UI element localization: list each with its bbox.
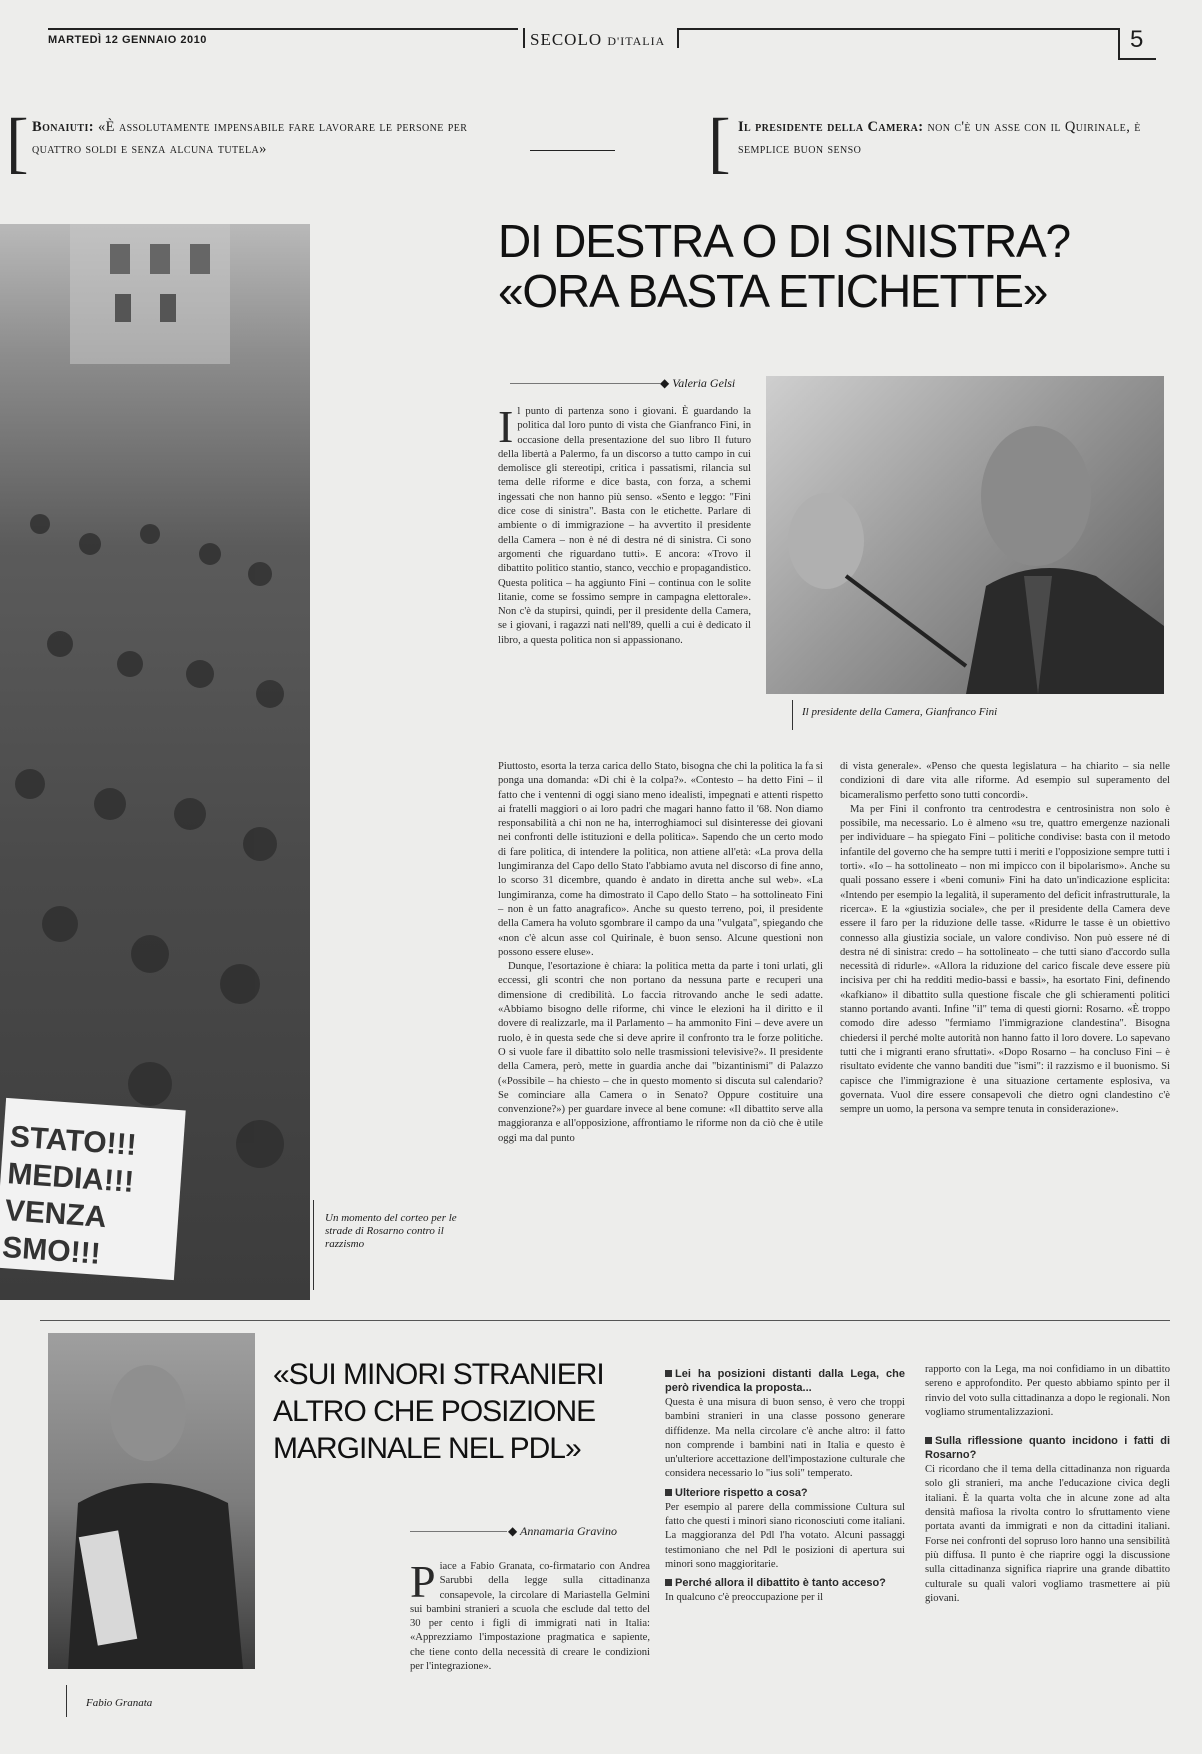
teaser-right-bracket: [ xyxy=(708,104,731,180)
main-headline-line-2: «ORA BASTA ETICHETTE» xyxy=(498,265,1048,317)
main-article-col2 xyxy=(840,760,1170,1117)
interview-headline: «SUI MINORI STRANIERI ALTRO CHE POSIZIONE MARGINALE NEL PDL» xyxy=(273,1358,604,1465)
teaser-left-text: «È assolutamente impensabile fare lavorare le persone per quattro soldi e senza alcuna tutela» xyxy=(32,119,468,157)
qa-question-2 xyxy=(665,1486,905,1500)
fini-photo xyxy=(766,376,1164,694)
crowd-banner xyxy=(1,1118,181,1277)
qa-question-4 xyxy=(925,1434,1170,1462)
main-article-col1-upper xyxy=(498,401,751,648)
byline-rule xyxy=(510,383,660,384)
interview-intro xyxy=(410,1556,650,1674)
main-article-col2-p1: di vista generale». «Penso che questa legislatura – ha chiarito – sia nelle condizioni di dare vita alle riforme. Ad esempio sul superamento del bicameralismo perfetto sono tutti concordi». xyxy=(840,761,1170,801)
qa-question-3-text: Perché allora il dibattito è tanto acceso? xyxy=(675,1577,886,1590)
teaser-right-name: Il presidente della Camera: xyxy=(738,119,924,135)
byline-diamond: ◆ xyxy=(660,376,673,390)
qa-question-3 xyxy=(665,1576,905,1590)
main-headline-line-1: DI DESTRA O DI SINISTRA? xyxy=(498,215,1070,267)
granata-caption-rule xyxy=(66,1685,67,1717)
qa-bullet-2 xyxy=(665,1489,672,1496)
crowd-banner-line-2: MEDIA!!! xyxy=(6,1157,135,1199)
fini-photo-caption-rule xyxy=(792,700,793,730)
granata-photo xyxy=(48,1333,255,1669)
crowd-banner-line-3: VENZA xyxy=(3,1194,108,1235)
qa-question-1 xyxy=(665,1367,905,1395)
teaser-left-bracket: [ xyxy=(6,104,29,180)
interview-byline-rule xyxy=(410,1531,507,1532)
interview-qa-col4 xyxy=(925,1363,1170,1606)
qa-bullet-4 xyxy=(925,1437,932,1444)
page-number: 5 xyxy=(1130,26,1144,53)
masthead-title xyxy=(530,30,665,50)
interview-byline-diamond: ◆ xyxy=(508,1524,521,1538)
main-article-col1-text: l punto di partenza sono i giovani. È guardando la politica dal loro punto di vista che Gianfranco Fini, in occasione della presentazione del suo libro Il futuro della libertà a Palermo, fa un discorso a tutto campo in cui demolisce gli stereotipi, critica i passatismi, rilancia sul tema delle riforme e dice basta, con forza, a schemi ingessati che non hanno più senso. «Sento e leggo: "Fini dice cose di sinistra". Basta con le etichette. Parlare di ambiente o di immigrazione – ha avvertito il presidente della Camera – non è né di destra né di sinistra. Ci sono argomenti che riguardano tutti». E ancora: «Trovo il dibattito politico stantio, stanco, vecchio e propagandistico. Questa politica – ha aggiunto Fini – continua con le solite litanie, come se fossimo sempre in campagna elettorale». Non c'è da stupirsi, quindi, per il presidente della Camera, se i giovani, i ragazzi nati nell'89, quelli a cui è dedicato il libro, a questa politica non si appassionano. xyxy=(498,406,751,646)
section-divider xyxy=(40,1320,1170,1321)
masthead-date: MARTEDÌ 12 GENNAIO 2010 xyxy=(48,34,207,46)
teaser-right-text: non c'è un asse con il Quirinale, è semplice buon senso xyxy=(738,119,1141,157)
qa-question-4-text: Sulla riflessione quanto incidono i fatti di Rosarno? xyxy=(925,1435,1170,1462)
interview-byline-author: Annamaria Gravino xyxy=(520,1524,618,1538)
teaser-left-name: Bonaiuti: xyxy=(32,119,94,135)
interview-dropcap: P xyxy=(410,1556,436,1607)
main-headline xyxy=(498,216,1188,316)
interview-byline xyxy=(508,1524,617,1539)
qa-answer-2: Per esempio al parere della commissione Cultura sul fatto che questi i minori siano riconosciuti come italiani. La maggioranza del Pdl l'ha votato. Alcuni passaggi testimoniano che nel Pdl le posizioni di apertura sui minori sono maggioritarie. xyxy=(665,1501,905,1570)
qa-answer-1: Questa è una misura di buon senso, è vero che troppi bambini stranieri in una classe possono generare diffidenze. Ma nella circolare c'è anche altro: il fatto non comprende i bambini nati in Italia e questo è un'ulteriore accettazione dell'impostazione culturale che considera necessario lo "ius soli" temperato. xyxy=(665,1397,905,1480)
masthead-title-small: D'ITALIA xyxy=(607,34,666,48)
interview-intro-text: iace a Fabio Granata, co-firmatario con Andrea Sarubbi della legge sulla cittadinanza consapevole, la circolare di Mariastella Gelmini sui bambini stranieri a scuola che esclude dal tetto del 30 per cento i figli di immigrati nati in Italia: «Apprezziamo l'impostazione pragmatica e sapiente, che tiene conto della necessità di creare le condizioni per l'integrazione». xyxy=(410,1561,650,1673)
masthead-rule-right xyxy=(679,28,1119,30)
teaser-left-rule xyxy=(530,150,615,151)
crowd-caption-rule xyxy=(313,1200,314,1290)
main-article-col1-lower xyxy=(498,760,823,1146)
qa-bullet-1 xyxy=(665,1370,672,1377)
fini-photo-image xyxy=(766,376,1164,694)
byline-author: Valeria Gelsi xyxy=(672,376,736,390)
main-article-p1: Piuttosto, esorta la terza carica dello Stato, bisogna che chi la politica la fa si ponga una domanda: «Di chi è la colpa?». «Contesto – ha detto Fini – il fatto che i ventenni di oggi siano meno idealisti, impegnati e attenti rispetto ai fratelli maggiori o ai loro padri che magari hanno fatto il '68. Non diamo responsabilità a chi non ne ha, interroghiamoci sul disinteresse dei giovani nei confronti delle istituzioni e della politica». Sapendo che un certo modo di fare politica, di intendere la politica, non attiene all'età: «La prova della lungimiranza del Capo dello Stato l'abbiamo avuta nel discorso di fine anno, lo scorso 31 dicembre, quando è andato in diretta anche sul web». «La lungimiranza, come ha dimostrato il Capo dello Stato – ha sottolineato Fini – non è un fatto anagrafico». Anche su questo terreno, poi, il presidente della Camera ha voluto sgombrare il campo da una "vulgata", spiegando che «non c'è alcun asse col Quirinale, è buon senso. Alcune questioni non possono essere eluse». xyxy=(498,761,823,958)
masthead-rule-left xyxy=(48,28,518,30)
qa-question-2-text: Ulteriore rispetto a cosa? xyxy=(675,1486,808,1499)
main-article-col2-p2: Ma per Fini il confronto tra centrodestra e centrosinistra non solo è possibile, ma necessario. Lo è almeno «su tre, quattro emergenze nazionali per individuare – ha spiegato Fini – politiche condivise: basta con il metodo infantile del governo che ha sempre tutti i meriti e l'opposizione sempre tutti i torti». «Io – ha sottolineato – non mi impicco con il bipolarismo». Anche su quali possano essere i «beni comuni» Fini ha dato un'indicazione esplicita: «Intendo per esempio la legalità, il superamento del deficit infrastrutturale, la ricerca». E la «giustizia sociale», che per il presidente della Camera deve essere il faro per la riduzione delle tasse. «Ridurre le tasse è un obiettivo connesso alla giustizia sociale, un valore condiviso. Non può essere né di destra né di sinistra: credo – ha sottolineato – che tutti siano d'accordo sulla necessità di ridurle». «Allora la riduzione del carico fiscale deve essere più incisiva per chi ha redditi medio-bassi e bassi», ha esortato Fini, definendo «kafkiano» il dibattito sulla questione fiscale che gli schieramenti politici stanno portando avanti. Infine "il" tema di questi giorni: Rosarno. «È troppo comodo dire adesso "fermiamo l'immigrazione clandestina". Bisogna chiedersi il perché molte autorità non hanno fatto il loro dovere. Lo sapevano tutti che i migranti erano sfruttati». «Dopo Rosarno – ha concluso Fini – è risultato evidente che vanno banditi due "ismi": il razzismo e il buonismo. Si capisce che l'immigrazione è una situazione certamente esplosiva, va governata. Vuol dire essere consapevoli che dietro ogni clandestino c'è sempre un uomo, la persona va sempre tenuta in considerazione». xyxy=(840,803,1170,1116)
masthead-rule-tick-right xyxy=(677,28,679,48)
crowd-banner-line-1: STATO!!! xyxy=(8,1120,138,1162)
fini-photo-caption: Il presidente della Camera, Gianfranco Fini xyxy=(802,706,998,718)
crowd-caption: Un momento del corteo per le strade di Rosarno contro il razzismo xyxy=(325,1212,457,1250)
masthead-rule-tick-left xyxy=(523,28,525,48)
main-article-p2: Dunque, l'esortazione è chiara: la politica metta da parte i toni urlati, gli eccessi, gli scontri che non portano da nessuna parte e recuperi una dimensione di credibilità. Lo faccia ritrovando anche le sedi adatte. «Abbiamo bisogno delle riforme, chi vince le elezioni ha il diritto e il dovere di realizzarle, ma il Parlamento – ha ammonito Fini – deve avere un ruolo, è in questa sede che si deve aprire il confronto tra le forze politiche. O si vuole fare il dibattito solo nelle trasmissioni televisive?». Il presidente della Camera, però, mette in guardia anche dai "bizantinismi" di Palazzo («Possibile – ha chiesto – che in questo momento si discuta sul calendario? Se cominciare alla Camera o in Senato? Oppure costituire una convenzione?») per guardare invece al bene comune: «Il dibattito serve alla maggioranza e all'opposizione, affrontiamo le riforme non da ciò che è utile oggi ma dal punto xyxy=(498,961,823,1144)
crowd-photo xyxy=(0,224,310,1300)
crowd-banner-line-4: SMO!!! xyxy=(1,1230,102,1271)
qa-question-1-text: Lei ha posizioni distanti dalla Lega, che però rivendica la proposta... xyxy=(665,1368,905,1394)
byline xyxy=(660,376,735,391)
main-article-dropcap: I xyxy=(498,401,514,452)
interview-col4-text: rapporto con la Lega, ma noi confidiamo in un dibattito sereno e approfondito. Per questo abbiamo spinto per il rinvio del voto sulla cittadinanza a dopo le regionali. Non vogliamo strumentalizzazioni. xyxy=(925,1364,1170,1418)
qa-answer-4: Ci ricordano che il tema della cittadinanza non riguarda solo gli stranieri, ma anche l'educazione civica degli italiani. È la quarta volta che in alcune zone ad alta densità mafiosa la rivolta contro lo sfruttamento viene portata avanti da immigrati e non da cittadini italiani. Forse nei confronti del sopruso loro hanno una sensibilità più diffusa. Il punto è che riaprire oggi la discussione sulla cittadinanza significa riaprire una grande dibattito culturale su quali valori vogliamo trasmettere ai più giovani. xyxy=(925,1464,1170,1604)
interview-qa-col3 xyxy=(665,1363,905,1606)
teaser-right xyxy=(738,116,1178,160)
masthead-title-main: SECOLO xyxy=(530,30,603,49)
granata-caption: Fabio Granata xyxy=(86,1697,153,1709)
qa-bullet-3 xyxy=(665,1579,672,1586)
teaser-left xyxy=(32,116,512,160)
granata-photo-image xyxy=(48,1333,255,1669)
qa-answer-3: In qualcuno c'è preoccupazione per il xyxy=(665,1592,824,1604)
